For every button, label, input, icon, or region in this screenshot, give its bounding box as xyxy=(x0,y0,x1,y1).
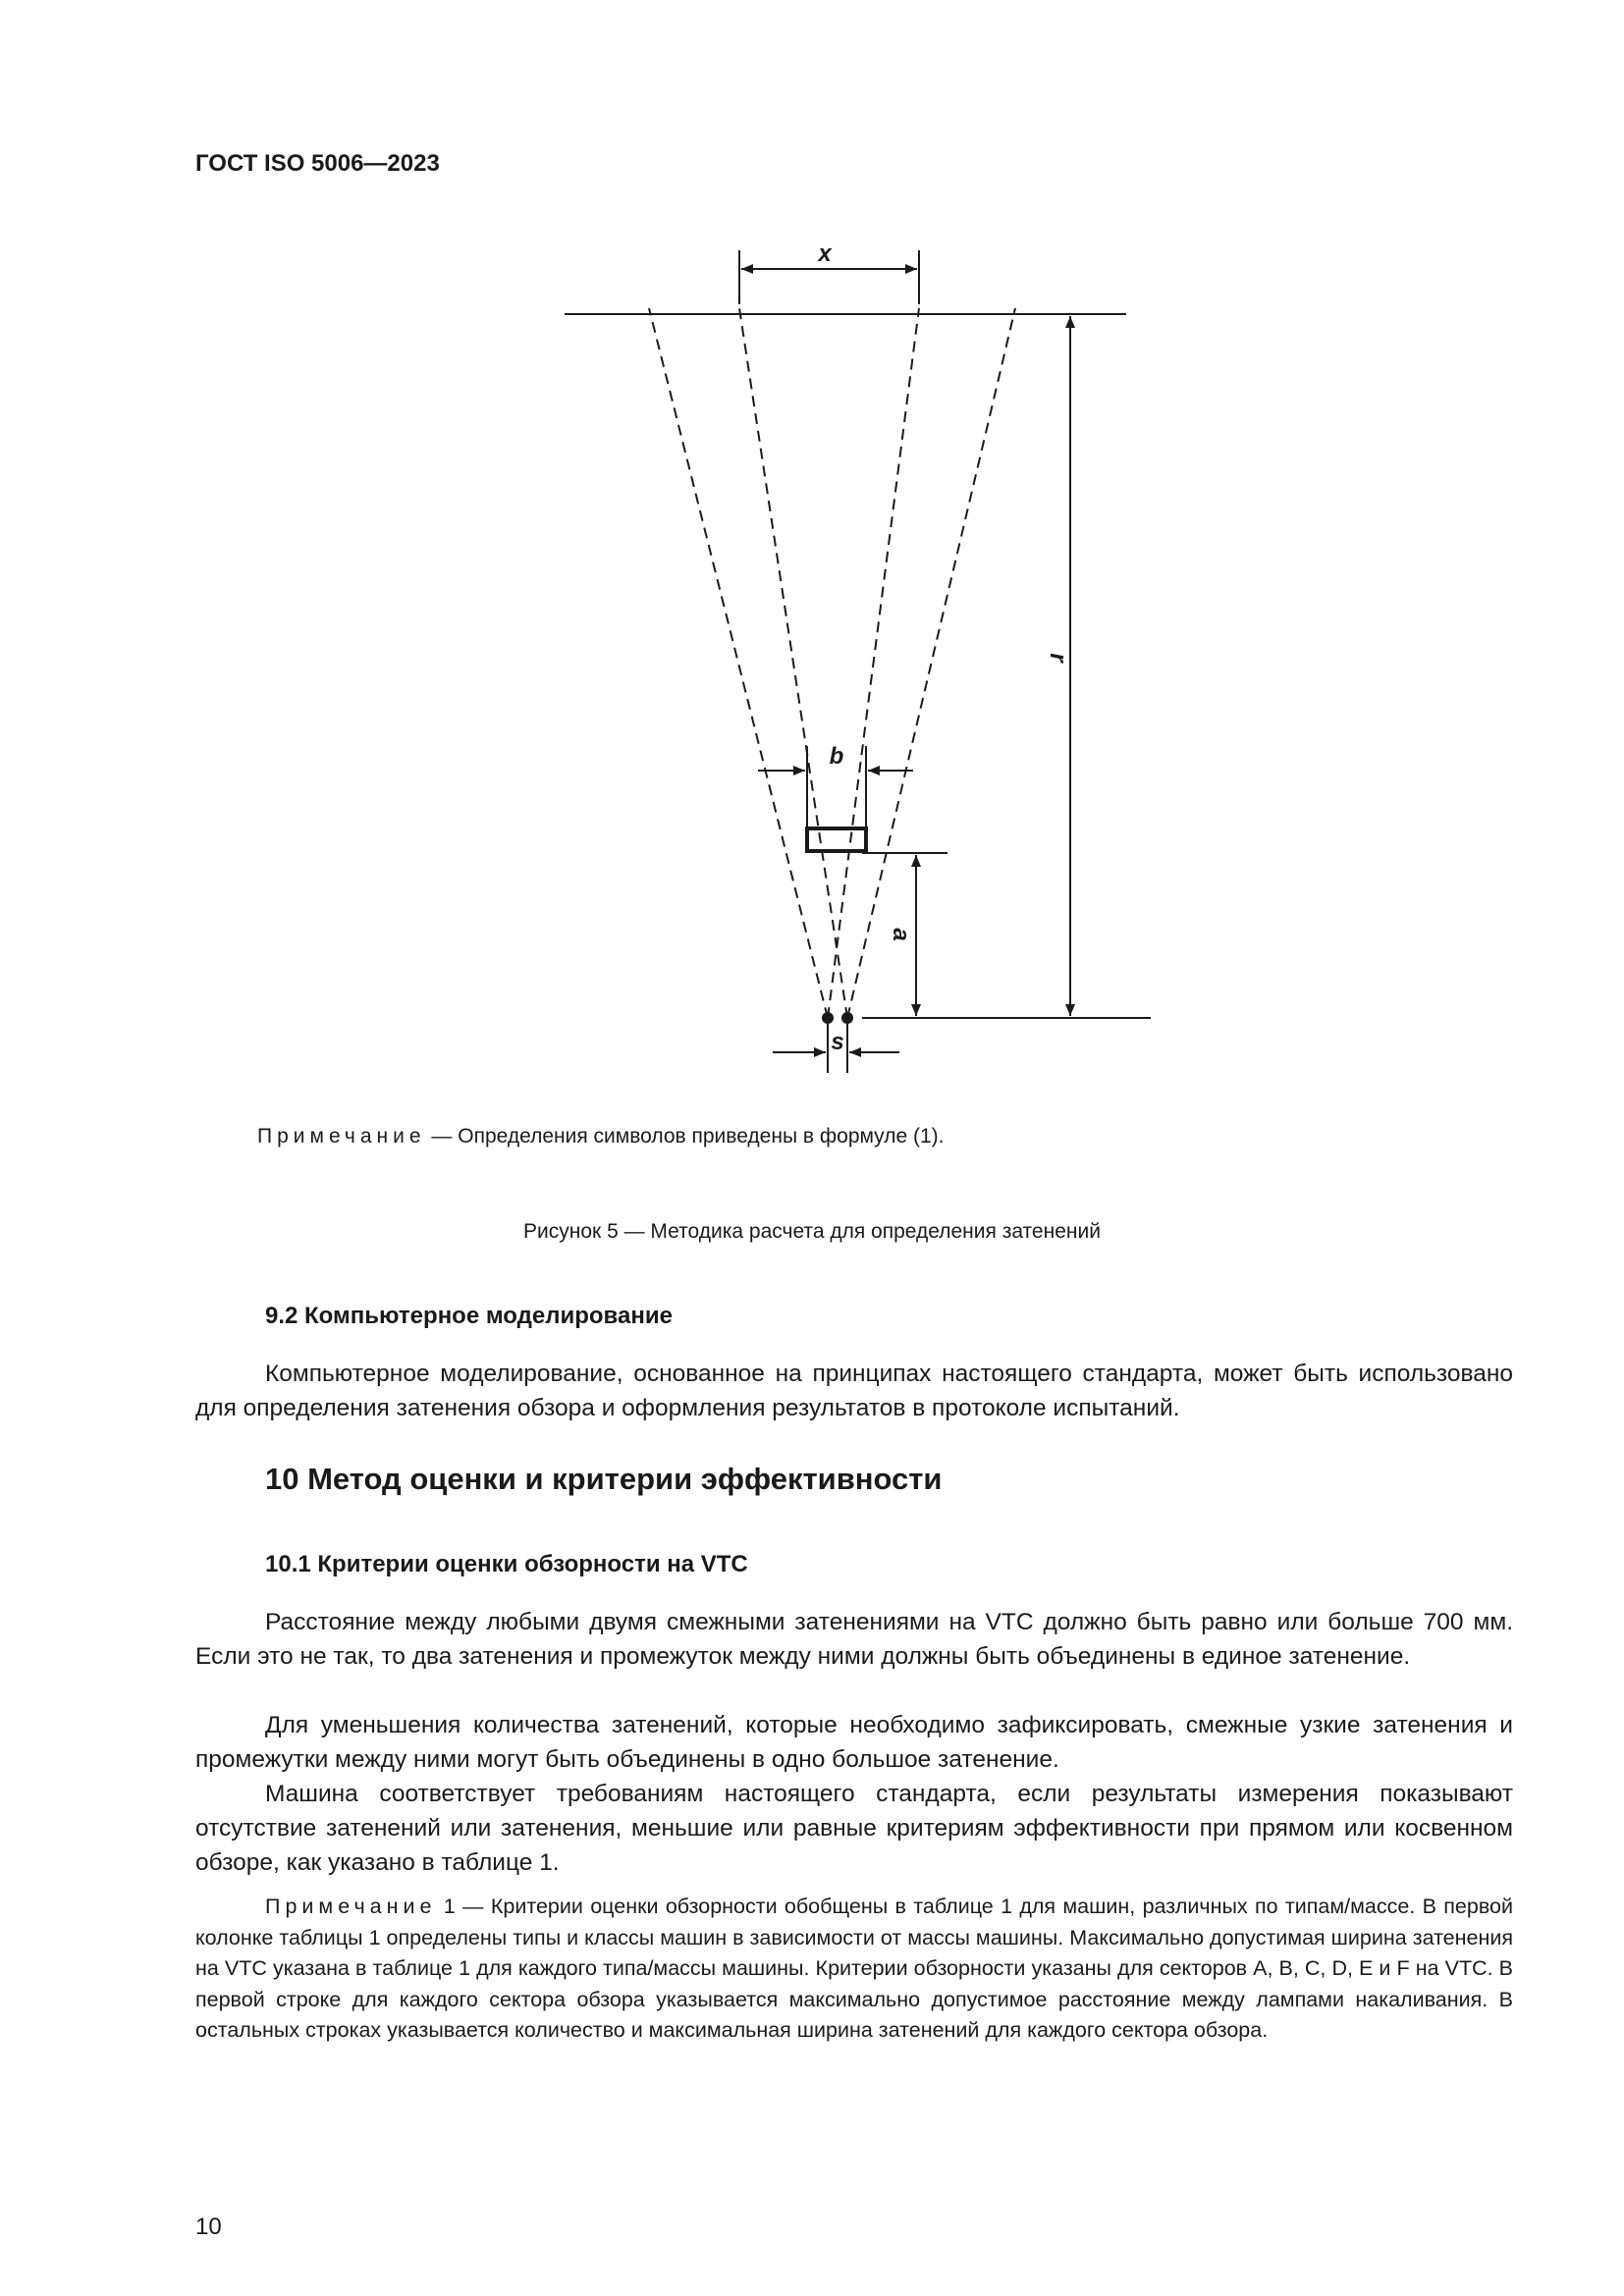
section-10-1-paragraph-1: Расстояние между любыми двумя смежными затенениями на VTC должно быть равно или больше 700 мм. Если это не так, то два затенения и промежуток между ними должны быть объединены в единое затенение. xyxy=(195,1609,1513,1670)
label-a: a xyxy=(888,928,914,941)
obstacle xyxy=(807,828,866,851)
label-b: b xyxy=(829,743,844,770)
section-10-1-paragraph-2: Для уменьшения количества затенений, которые необходимо зафиксировать, смежные узкие затенения и промежутки между ними могут быть объединены в одно большое затенение. xyxy=(195,1712,1513,1773)
label-r: r xyxy=(1045,653,1071,663)
note-prefix: Примечание xyxy=(265,1895,437,1918)
section-10-1-title: 10.1 Критерии оценки обзорности на VTC xyxy=(265,1551,748,1577)
sight-line-outer-left xyxy=(649,308,828,1018)
section-10-1-note xyxy=(195,1892,1513,2047)
figure-note xyxy=(257,1125,945,1148)
label-s: s xyxy=(831,1029,844,1055)
section-10-title: 10 Метод оценки и критерии эффективности xyxy=(265,1462,943,1496)
figure-caption: Рисунок 5 — Методика расчета для определения затенений xyxy=(523,1220,1101,1243)
section-9-2-paragraph: Компьютерное моделирование, основанное на принципах настоящего стандарта, может быть использовано для определения затенения обзора и оформления результатов в протоколе испытаний. xyxy=(195,1361,1513,1421)
shadow-calculation-diagram xyxy=(0,0,1624,1099)
note-text: 1 — Критерии оценки обзорности обобщены в таблице 1 для машин, различных по типам/массе. В первой колонке таблицы 1 определены типы и классы машин в зависимости от массы машины. Максимально допустимая ширина затенения на VTC указана в таблице 1 для каждого типа/массы машины. Критерии обзорности указаны для секторов А, В, С, D, Е и F на VTC. В первой строке для каждого сектора обзора указывается максимально допустимое расстояние между лампами накаливания. В остальных строках указывается количество и максимальная ширина затенений для каждого сектора обзора. xyxy=(195,1895,1513,2042)
section-10-1-paragraph-3: Машина соответствует требованиям настоящего стандарта, если результаты измерения показывают отсутствие затенений или затенения, меньшие или равные критериям эффективности при прямом или косвенном обзоре, как указано в таблице 1. xyxy=(195,1781,1513,1876)
right-eye-point xyxy=(841,1012,853,1024)
note-prefix: Примечание xyxy=(257,1125,426,1148)
note-text: — Определения символов приведены в формуле (1). xyxy=(425,1125,945,1148)
label-x: x xyxy=(818,240,832,267)
sight-line-inner-right xyxy=(739,308,847,1018)
section-9-2-title: 9.2 Компьютерное моделирование xyxy=(265,1303,673,1329)
left-eye-point xyxy=(822,1012,834,1024)
page-number: 10 xyxy=(195,2214,222,2240)
document-header: ГОСТ ISO 5006—2023 xyxy=(195,150,440,177)
